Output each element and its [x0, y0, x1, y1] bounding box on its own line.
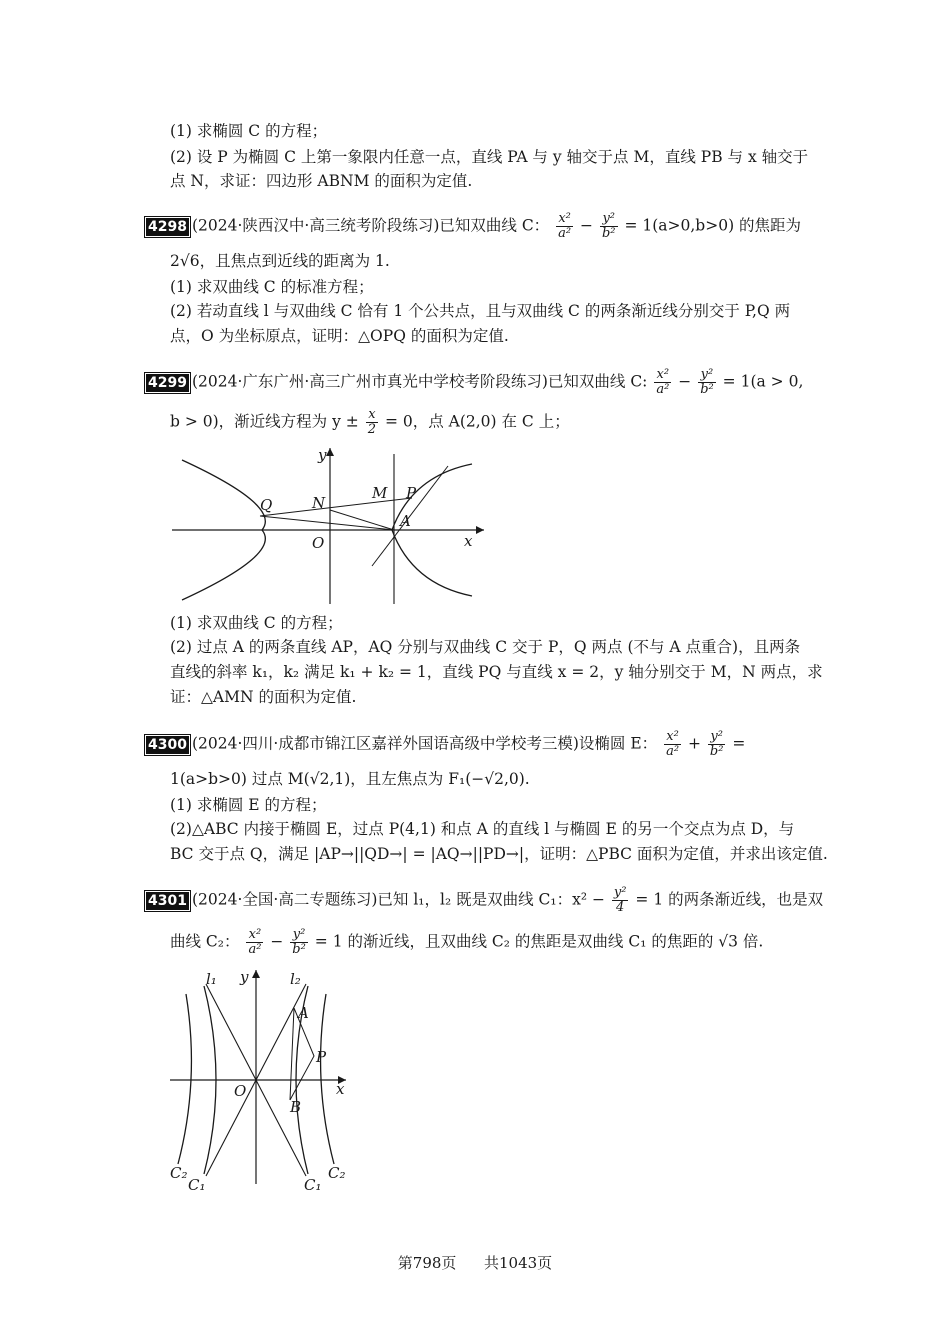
problem-4299-q2c: 证：△AMN 的面积为定值. [170, 688, 357, 706]
prev-question-1: (1) 求椭圆 C 的方程； [170, 122, 328, 140]
denominator: a² [656, 382, 670, 397]
fraction-y2-b2 [290, 928, 308, 957]
problem-number-badge: 4299 [144, 372, 191, 394]
numerator: y² [613, 885, 627, 900]
plus-sign: + [687, 734, 701, 753]
label-y: y [240, 968, 249, 986]
equation-tail: = 1(a>0,b>0) 的焦距为 [624, 216, 802, 235]
denominator: b² [709, 744, 724, 759]
segment-ab [290, 1008, 294, 1100]
label-c1-right: C₁ [304, 1176, 322, 1194]
minus-sign: − [678, 372, 692, 391]
prev-question-2a: (2) 设 P 为椭圆 C 上第一象限内任意一点，直线 PA 与 y 轴交于点 M，直线 PB 与 x 轴交于 [170, 148, 809, 166]
problem-4300-q2b: BC 交于点 Q，满足 |AP→||QD→| = |AQ→||PD→|，证明：△PBC 面积为定值，并求出该定值. [170, 845, 828, 863]
label-c1-left: C₁ [188, 1176, 206, 1194]
minus-sign: − [580, 216, 594, 235]
problem-4300-q1: (1) 求椭圆 E 的方程； [170, 796, 327, 814]
denominator: 4 [616, 900, 625, 915]
label-c2-left: C₂ [170, 1164, 188, 1182]
denominator: a² [248, 942, 262, 957]
problem-4299-line2 [170, 408, 570, 437]
label-a: A [400, 512, 411, 530]
numerator: x² [556, 212, 573, 227]
problem-4298-q2b: 点，O 为坐标原点，证明：△OPQ 的面积为定值. [170, 327, 509, 345]
label-n: N [312, 494, 326, 512]
fraction-y2-4 [612, 886, 629, 915]
problem-number-badge: 4300 [144, 734, 191, 756]
page-total: 共1043页 [484, 1254, 553, 1272]
label-o: O [312, 534, 325, 552]
problem-4300-badge-wrap [144, 734, 197, 756]
problem-number-badge: 4301 [144, 890, 191, 912]
label-q: Q [260, 496, 273, 514]
denominator: a² [666, 744, 680, 759]
label-p: P [406, 484, 417, 502]
label-x: x [464, 532, 473, 550]
problem-4300-source: (2024·四川·成都市锦江区嘉祥外国语高级中学校考三模)设椭圆 E： [192, 734, 658, 753]
page-footer [0, 1252, 950, 1273]
problem-4298-q2a: (2) 若动直线 l 与双曲线 C 恰有 1 个公共点，且与双曲线 C 的两条渐近线分别交于 P,Q 两 [170, 302, 791, 320]
problem-4300-line2: 1(a>b>0) 过点 M(√2,1)，且左焦点为 F₁(−√2,0). [170, 770, 530, 788]
minus-sign: − [270, 932, 284, 951]
fraction-x2-a2 [664, 730, 681, 759]
c2-left-branch [178, 994, 191, 1164]
numerator: x [366, 408, 378, 423]
problem-4300-header [192, 730, 745, 759]
problem-4301-header [192, 886, 823, 915]
numerator: y² [290, 928, 308, 943]
fraction-x-2 [366, 408, 378, 437]
label-y: y [318, 446, 327, 464]
denominator: b² [700, 382, 714, 397]
problem-4299-q2b: 直线的斜率 k₁，k₂ 满足 k₁ + k₂ = 1，直线 PQ 与直线 x = 2，y 轴分别交于 M，N 两点，求 [170, 663, 823, 681]
y-axis-arrow [252, 970, 260, 978]
problem-4299-q1: (1) 求双曲线 C 的方程； [170, 614, 343, 632]
numerator: y² [698, 368, 716, 383]
equation-tail: = [732, 734, 746, 753]
problem-4301-line2 [170, 928, 763, 957]
problem-4298-line2: 2√6，且焦点到近线的距离为 1. [170, 252, 390, 270]
point-a-text: = 0，点 A(2,0) 在 C 上； [384, 412, 570, 431]
fraction-y2-b2 [698, 368, 716, 397]
problem-4298-q1: (1) 求双曲线 C 的标准方程； [170, 278, 374, 296]
numerator: x² [654, 368, 671, 383]
label-x: x [336, 1080, 345, 1098]
numerator: y² [708, 730, 726, 745]
fraction-x2-a2 [556, 212, 573, 241]
label-p: P [316, 1048, 327, 1066]
numerator: y² [600, 212, 618, 227]
problem-4299-source: (2024·广东广州·高三广州市真光中学校考阶段练习)已知双曲线 C: [192, 372, 648, 391]
line-aq [260, 516, 394, 530]
label-b: B [290, 1098, 302, 1116]
hyperbola-figure-1 [172, 446, 492, 606]
label-c2-right: C₂ [328, 1164, 346, 1182]
hyperbola-figure-2 [166, 964, 366, 1194]
prev-question-2b: 点 N，求证：四边形 ABNM 的面积为定值. [170, 172, 473, 190]
problem-4299-header [192, 368, 803, 397]
fraction-x2-a2 [654, 368, 671, 397]
fraction-x2-a2 [246, 928, 263, 957]
page-number: 第798页 [397, 1254, 457, 1272]
curve-c2-label: 曲线 C₂： [170, 932, 240, 951]
problem-4298-source: (2024·陕西汉中·高三统考阶段练习)已知双曲线 C： [192, 216, 550, 235]
label-l1: l₁ [206, 970, 217, 988]
denominator: 2 [367, 422, 376, 437]
line-pq [260, 498, 412, 516]
problem-4301-source: (2024·全国·高二专题练习)已知 l₁，l₂ 既是双曲线 C₁：x² − [192, 890, 605, 909]
problem-4300-q2a: (2)△ABC 内接于椭圆 E，过点 P(4,1) 和点 A 的直线 l 与椭圆 E 的另一个交点为点 D，与 [170, 820, 795, 838]
numerator: x² [664, 730, 681, 745]
asymptote-text: b > 0)，渐近线方程为 y ± [170, 412, 359, 431]
problem-4299-q2a: (2) 过点 A 的两条直线 AP，AQ 分别与双曲线 C 交于 P，Q 两点 (不与 A 点重合)，且两条 [170, 638, 801, 656]
problem-number-badge: 4298 [144, 216, 191, 238]
label-a: A [298, 1004, 309, 1022]
label-m: M [372, 484, 388, 502]
y-axis-arrow [326, 448, 334, 456]
equation-tail: = 1 的两条渐近线，也是双 [635, 890, 824, 909]
problem-4301-condition: = 1 的渐近线，且双曲线 C₂ 的焦距是双曲线 C₁ 的焦距的 √3 倍. [314, 932, 764, 951]
label-o: O [234, 1082, 247, 1100]
denominator: a² [558, 226, 572, 241]
problem-4298-badge-wrap [144, 216, 197, 238]
equation-tail: = 1(a > 0, [722, 372, 804, 391]
c2-right-branch [321, 994, 334, 1164]
problem-4298-header [192, 212, 801, 241]
fraction-y2-b2 [600, 212, 618, 241]
x-axis-arrow [476, 526, 484, 534]
label-l2: l₂ [290, 970, 301, 988]
problem-4301-badge-wrap [144, 890, 197, 912]
fraction-y2-b2 [708, 730, 726, 759]
denominator: b² [292, 942, 306, 957]
numerator: x² [246, 928, 263, 943]
problem-4299-badge-wrap [144, 372, 197, 394]
denominator: b² [601, 226, 616, 241]
